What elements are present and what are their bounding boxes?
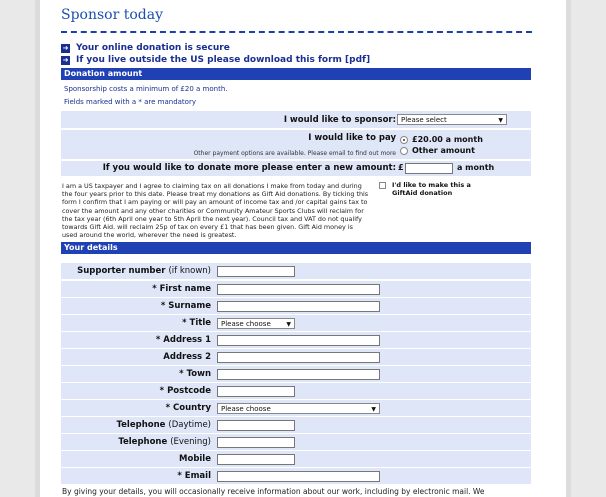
title-label: * Title bbox=[182, 318, 211, 328]
pay-row bbox=[61, 130, 531, 160]
sponsor-row bbox=[61, 111, 531, 129]
address2-label: Address 2 bbox=[163, 352, 211, 362]
email-label: * Email bbox=[177, 471, 211, 481]
country-label: * Country bbox=[165, 403, 211, 413]
chevron-down-icon: ▼ bbox=[286, 321, 291, 328]
giftaid-declaration: I am a US taxpayer and I agree to claiming tax on all donations I make from today and during the four years prior to this date. Please treat my donations as Gift Aid donations. By ticking this form I confirm that I am paying or will pay an amount of income tax and /or capital gains tax to cover the amount and any other charities or Community Amateur Sports Clubs will reclaim for the tax year (6th April one year to 5th April the next year). Council tax and VAT do not qualify towards Gift Aid. will reclaim 25p of tax on every £1 that has been given. Gift Aid money is used around the world, wherever the need is greatest. bbox=[62, 182, 369, 240]
privacy-note: By giving your details, you will occasionally receive information about our work, including by electronic mail. We bbox=[62, 487, 485, 496]
chevron-down-icon: ▼ bbox=[498, 117, 503, 124]
postcode-input[interactable] bbox=[217, 386, 295, 397]
first-name-input[interactable] bbox=[217, 284, 380, 295]
other-amount-label: Other amount bbox=[412, 146, 475, 155]
mobile-input[interactable] bbox=[217, 454, 295, 465]
town-row bbox=[61, 366, 531, 383]
secure-donation-link[interactable]: ➜ Your online donation is secure bbox=[62, 43, 230, 53]
min-note: Sponsorship costs a minimum of £20 a month. bbox=[64, 85, 228, 93]
address2-row bbox=[61, 349, 531, 366]
first-name-label: * First name bbox=[152, 284, 211, 294]
arrow-icon: ➜ bbox=[62, 55, 69, 64]
per-month-label: a month bbox=[457, 163, 495, 172]
mobile-row bbox=[61, 451, 531, 468]
chevron-down-icon: ▼ bbox=[371, 406, 376, 413]
mobile-label: Mobile bbox=[179, 454, 211, 464]
dashed-divider bbox=[61, 31, 532, 33]
email-row bbox=[61, 468, 531, 485]
town-input[interactable] bbox=[217, 369, 380, 380]
new-amount-input[interactable] bbox=[405, 163, 453, 174]
new-amount-label: If you would like to donate more please enter a new amount: bbox=[102, 163, 396, 173]
other-options-note: Other payment options are available. Please email to find out more bbox=[193, 150, 396, 157]
giftaid-checkbox-label: I'd like to make this a GiftAid donation bbox=[392, 181, 471, 197]
arrow-icon: ➜ bbox=[62, 43, 69, 52]
telephone-evening-label: Telephone bbox=[118, 437, 168, 447]
first-name-row bbox=[61, 281, 531, 298]
giftaid-checkbox[interactable] bbox=[379, 182, 386, 189]
sponsor-label: I would like to sponsor: bbox=[283, 115, 396, 125]
supporter-label: Supporter number bbox=[77, 266, 166, 276]
sponsor-select[interactable]: Please select ▼ bbox=[397, 114, 507, 125]
currency-symbol: £ bbox=[398, 163, 404, 172]
address1-input[interactable] bbox=[217, 335, 380, 346]
your-details-heading: Your details bbox=[61, 242, 531, 254]
mandatory-note: Fields marked with a * are mandatory bbox=[64, 98, 196, 106]
country-select[interactable]: Please choose ▼ bbox=[217, 403, 380, 414]
email-input[interactable] bbox=[217, 471, 380, 482]
sponsor-form-page bbox=[40, 0, 566, 497]
surname-label: * Surname bbox=[160, 301, 211, 311]
new-amount-row bbox=[61, 161, 531, 177]
fixed-amount-radio[interactable] bbox=[400, 136, 408, 144]
other-amount-radio[interactable] bbox=[400, 147, 408, 155]
postcode-label: * Postcode bbox=[159, 386, 211, 396]
supporter-row bbox=[61, 263, 531, 280]
address2-input[interactable] bbox=[217, 352, 380, 363]
pay-label: I would like to pay bbox=[308, 133, 396, 143]
telephone-evening-input[interactable] bbox=[217, 437, 295, 448]
town-label: * Town bbox=[179, 369, 211, 379]
postcode-row bbox=[61, 383, 531, 400]
telephone-day-input[interactable] bbox=[217, 420, 295, 431]
donation-amount-heading: Donation amount bbox=[61, 68, 531, 80]
download-form-link[interactable]: ➜ If you live outside the US please download this form [pdf] bbox=[62, 55, 371, 65]
address1-label: * Address 1 bbox=[155, 335, 211, 345]
fixed-amount-label: £20.00 a month bbox=[412, 135, 483, 144]
title-row bbox=[61, 315, 531, 332]
telephone-evening-row bbox=[61, 434, 531, 451]
supporter-number-input[interactable] bbox=[217, 266, 295, 277]
supporter-hint: (if known) bbox=[168, 266, 211, 276]
telephone-day-label: Telephone bbox=[116, 420, 166, 430]
title-select[interactable]: Please choose ▼ bbox=[217, 318, 295, 329]
telephone-day-row bbox=[61, 417, 531, 434]
page-title: Sponsor today bbox=[61, 7, 164, 23]
address1-row bbox=[61, 332, 531, 349]
evening-hint: (Evening) bbox=[170, 437, 211, 447]
daytime-hint: (Daytime) bbox=[168, 420, 211, 430]
surname-row bbox=[61, 298, 531, 315]
country-row bbox=[61, 400, 531, 417]
surname-input[interactable] bbox=[217, 301, 380, 312]
